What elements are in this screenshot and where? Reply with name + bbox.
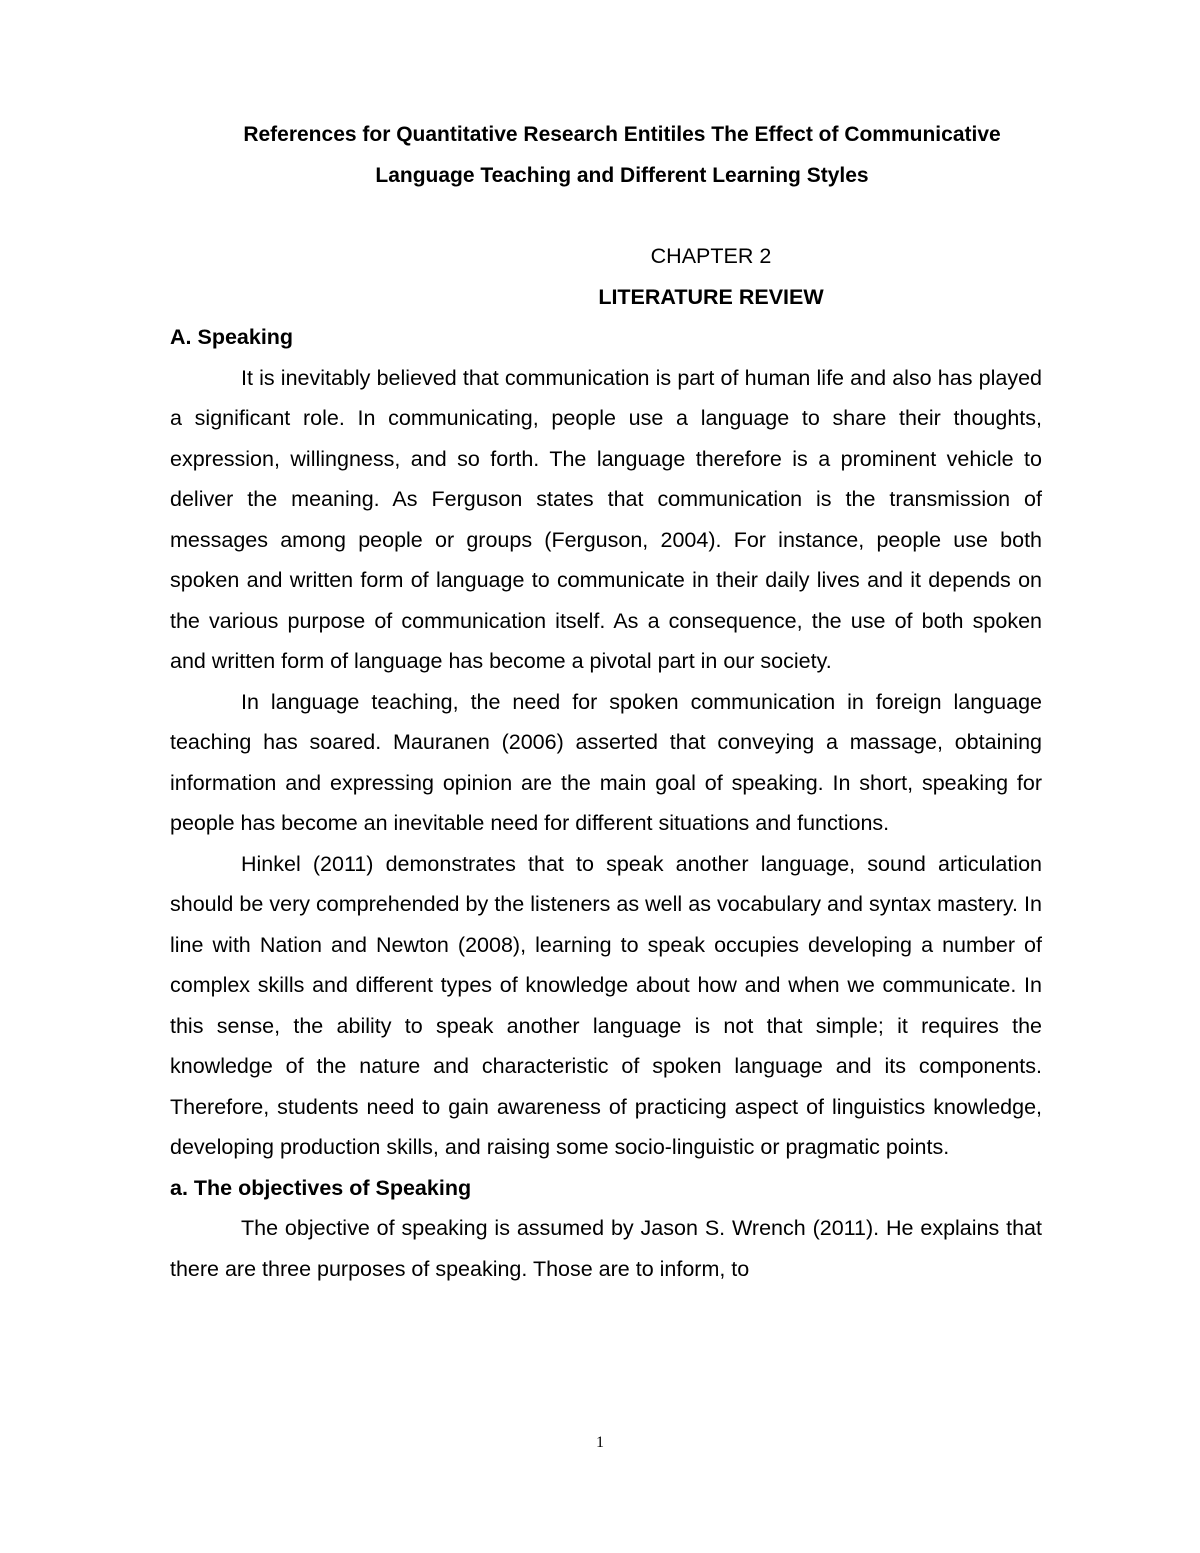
document-title-line-1: References for Quantitative Research Entitiles The Effect of Communicative [243,123,1001,146]
chapter-number: CHAPTER 2 [650,244,772,268]
paragraph-1: It is inevitably believed that communication is part of human life and also has played a significant role. In communicating, people use a language to share their thoughts, expression, willingness, and so forth. The language therefore is a prominent vehicle to deliver the meaning. As Ferguson states that communication is the transmission of messages among people or groups (Ferguson, 2004). For instance, people use both spoken and written form of language to communicate in their daily lives and it depends on the various purpose of communication itself. As a consequence, the use of both spoken and written form of language has become a pivotal part in our society. [170,365,1042,673]
document-body [170,114,1042,1289]
section-heading-speaking: A. Speaking [170,325,294,349]
paragraph-2: In language teaching, the need for spoken communication in foreign language teaching has soared. Mauranen (2006) asserted that conveying a massage, obtaining information and expressing opinion are the main goal of speaking. In short, speaking for people has become an inevitable need for different situations and functions. [170,689,1042,835]
document-title-line-2: Language Teaching and Different Learning Styles [375,164,869,187]
paragraph-4: The objective of speaking is assumed by Jason S. Wrench (2011). He explains that there are three purposes of speaking. Those are to inform, to [170,1216,1042,1281]
chapter-title: LITERATURE REVIEW [598,284,824,309]
page-number: 1 [596,1434,604,1451]
paragraph-3: Hinkel (2011) demonstrates that to speak another language, sound articulation should be very comprehended by the listeners as well as vocabulary and syntax mastery. In line with Nation and Newton (2008), learning to speak occupies developing a number of complex skills and different types of knowledge about how and when we communicate. In this sense, the ability to speak another language is not that simple; it requires the knowledge of the nature and characteristic of spoken language and its components. Therefore, students need to gain awareness of practicing aspect of linguistics knowledge, developing production skills, and raising some socio-linguistic or pragmatic points. [170,851,1042,1159]
title-spacer [170,196,1042,236]
subsection-heading-objectives: a. The objectives of Speaking [170,1175,472,1200]
